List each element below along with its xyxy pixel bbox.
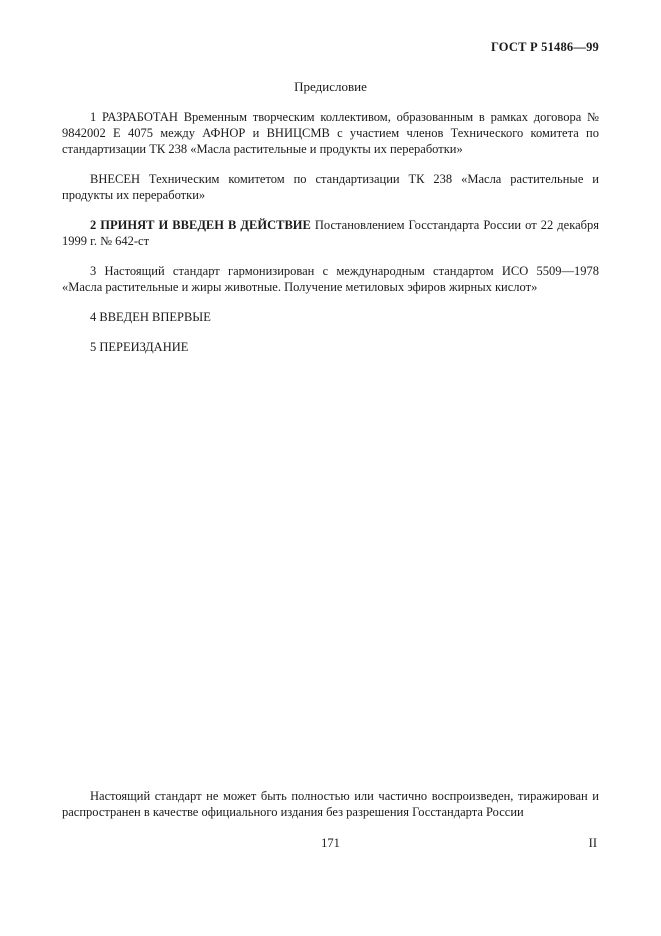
paragraph-body: 4 ВВЕДЕН ВПЕРВЫЕ [90, 310, 211, 324]
paragraph-body: 1 РАЗРАБОТАН Временным творческим коллективом, образованным в рамках договора № 9842002 Е 4075 между АФНОР и ВНИЦСМВ с участием членов Технического комитета по стандартизации ТК 238 «Масла растительные и продукты их переработки» [62, 110, 599, 156]
paragraph-lead: 2 ПРИНЯТ И ВВЕДЕН В ДЕЙСТВИЕ [90, 218, 311, 232]
paragraph-body: 5 ПЕРЕИЗДАНИЕ [90, 340, 189, 354]
paragraph-reissue [62, 339, 599, 355]
paragraph-harmonized [62, 263, 599, 295]
document-standard-code: ГОСТ Р 51486—99 [490, 40, 599, 54]
page-title: Предисловие [294, 79, 367, 94]
paragraph-first-edition [62, 309, 599, 325]
paragraph-submitted [62, 171, 599, 203]
page-number: 171 [321, 836, 340, 850]
paragraph-developed [62, 109, 599, 157]
paragraph-body: 3 Настоящий стандарт гармонизирован с международным стандартом ИСО 5509—1978 «Масла растительные и жиры животные. Получение метиловых эфиров жирных кислот» [62, 264, 599, 294]
paragraph-adopted [62, 217, 599, 249]
sheet-number: II [588, 836, 597, 850]
paragraph-body: Постановлением Госстандарта России от 22 декабря 1999 г. № 642-ст [62, 218, 599, 248]
paragraph-body: ВНЕСЕН Техническим комитетом по стандартизации ТК 238 «Масла растительные и продукты их переработки» [62, 172, 599, 202]
page-footer [62, 834, 599, 852]
copyright-notice: Настоящий стандарт не может быть полностью или частично воспроизведен, тиражирован и распространен в качестве официального издания без разрешения Госстандарта России [62, 788, 599, 819]
